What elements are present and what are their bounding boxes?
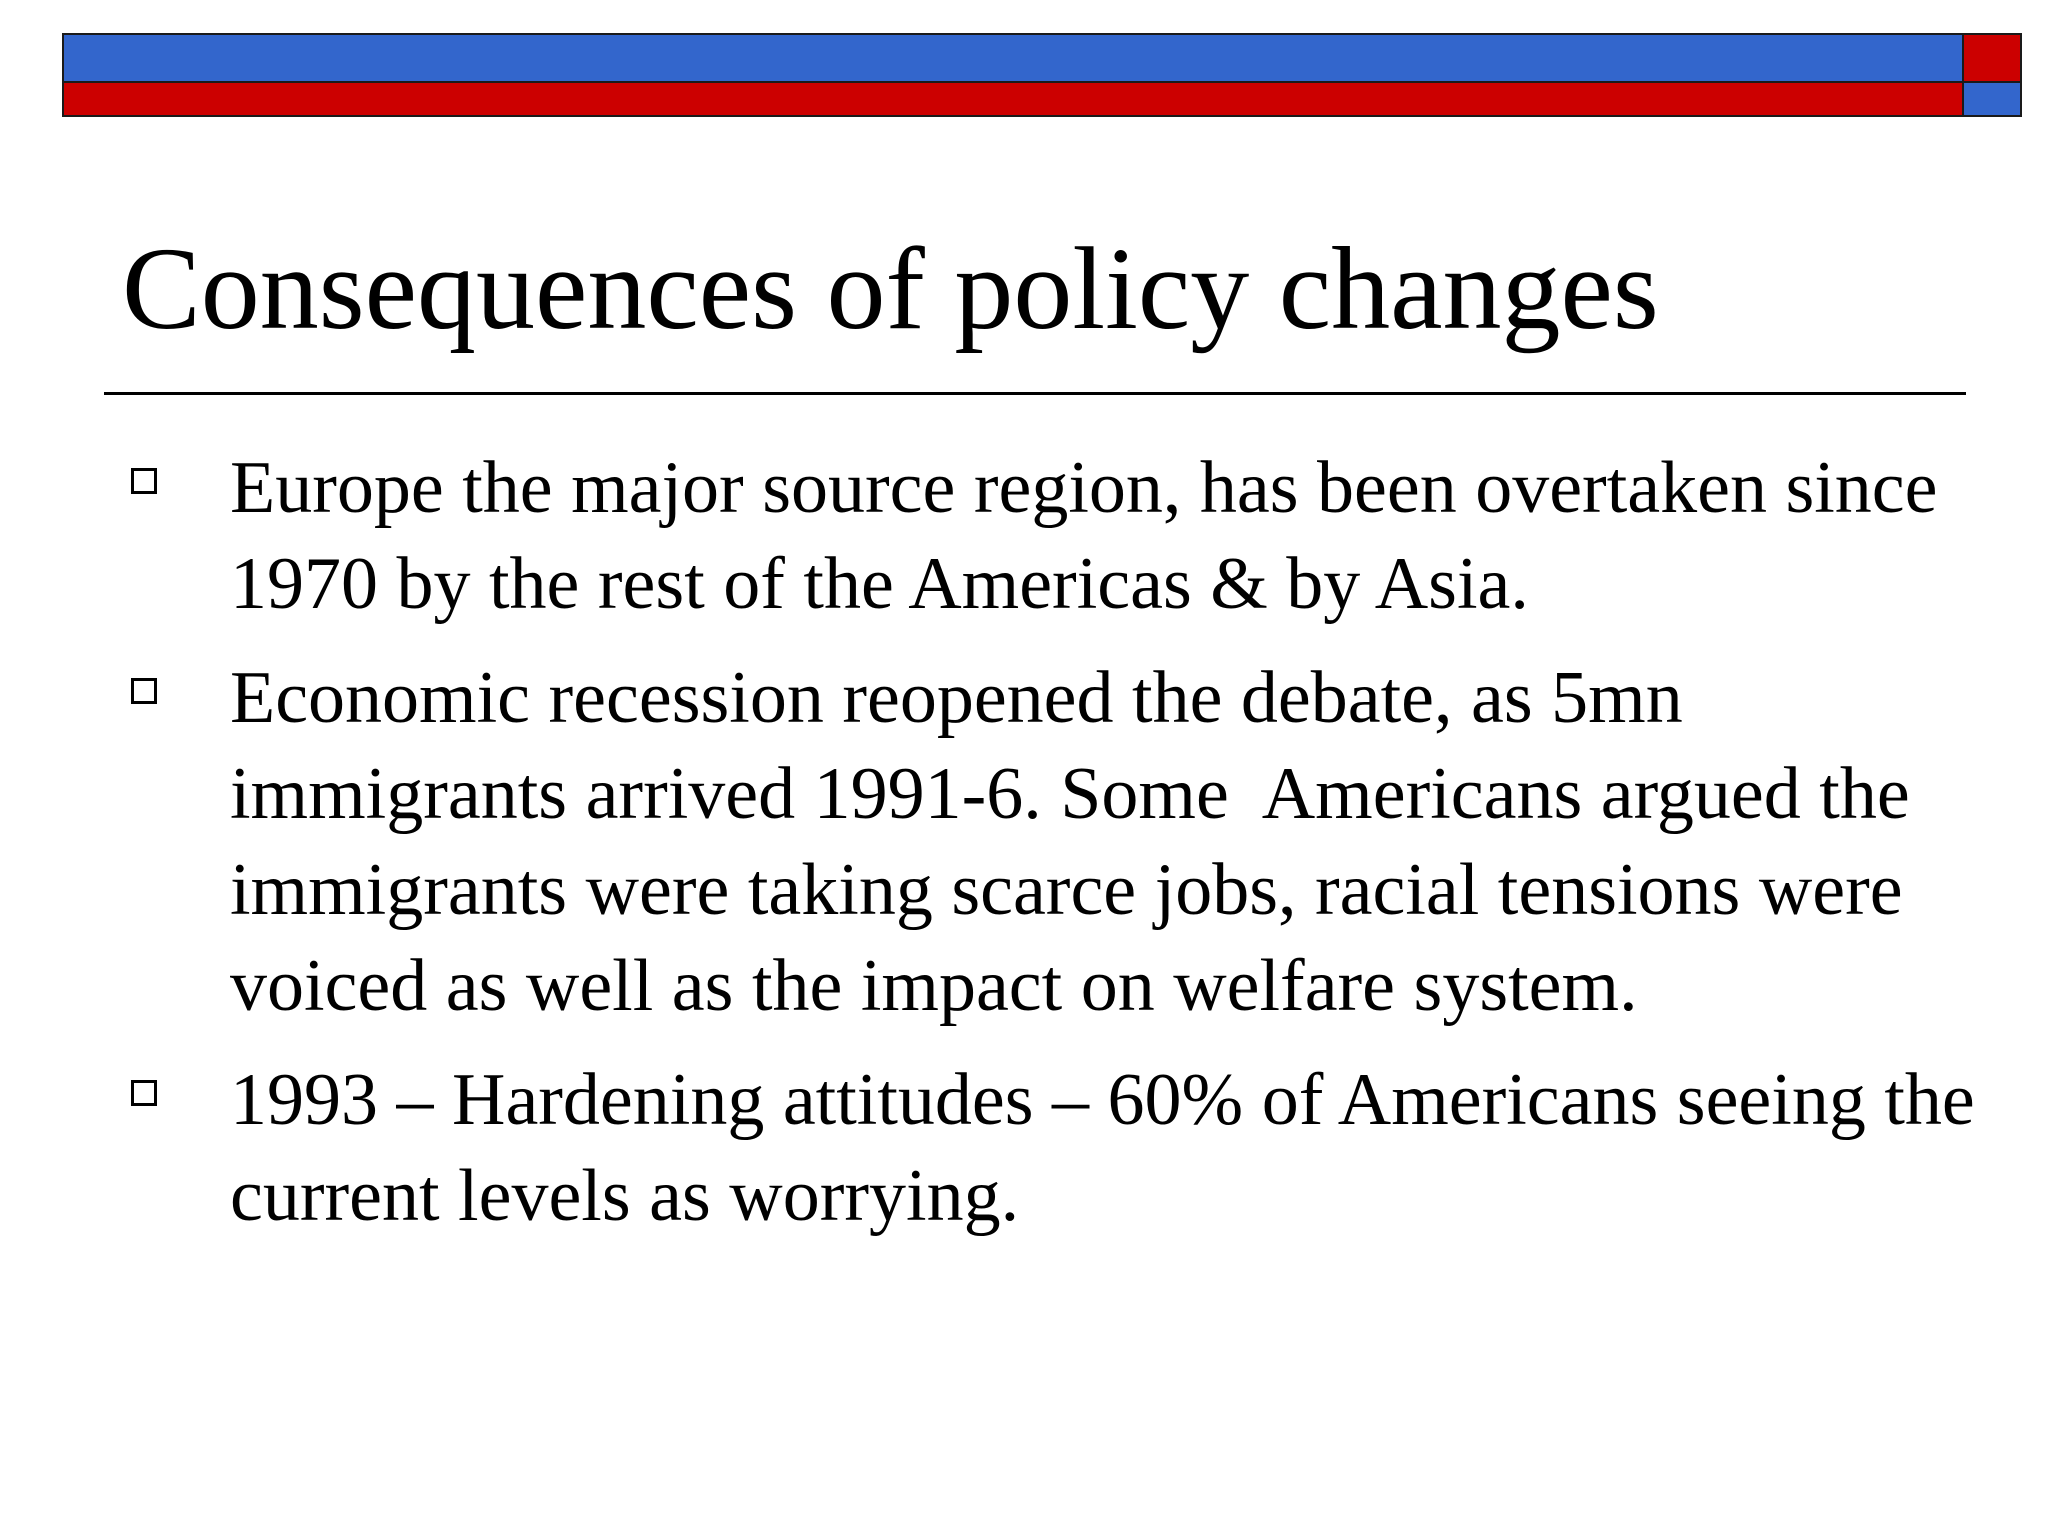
top-decorative-band	[62, 33, 2022, 117]
band-blue-bar	[62, 33, 1964, 83]
bullet-text: Europe the major source region, has been overtaken since 1970 by the rest of the Americas & by Asia.	[230, 447, 1956, 625]
title-underline	[104, 392, 1966, 395]
slide-title: Consequences of policy changes	[122, 223, 1659, 354]
hollow-square-bullet-icon	[131, 468, 157, 494]
bullet-text: 1993 – Hardening attitudes – 60% of Americans seeing the current levels as worrying.	[230, 1059, 1994, 1237]
bullet-item	[0, 1052, 2048, 1244]
band-blue-square	[1964, 83, 2022, 117]
bullet-text: Economic recession reopened the debate, as 5mn immigrants arrived 1991-6. Some Americans argued the immigrants were taking scarce jobs, racial tensions were voiced as well as the impact on welfare system.	[230, 657, 1929, 1027]
band-red-square	[1964, 33, 2022, 83]
hollow-square-bullet-icon	[131, 1080, 157, 1106]
hollow-square-bullet-icon	[131, 678, 157, 704]
bullet-list	[0, 440, 2048, 1262]
band-red-bar	[62, 83, 1964, 117]
bullet-item	[0, 440, 2048, 632]
bullet-item	[0, 650, 2048, 1034]
